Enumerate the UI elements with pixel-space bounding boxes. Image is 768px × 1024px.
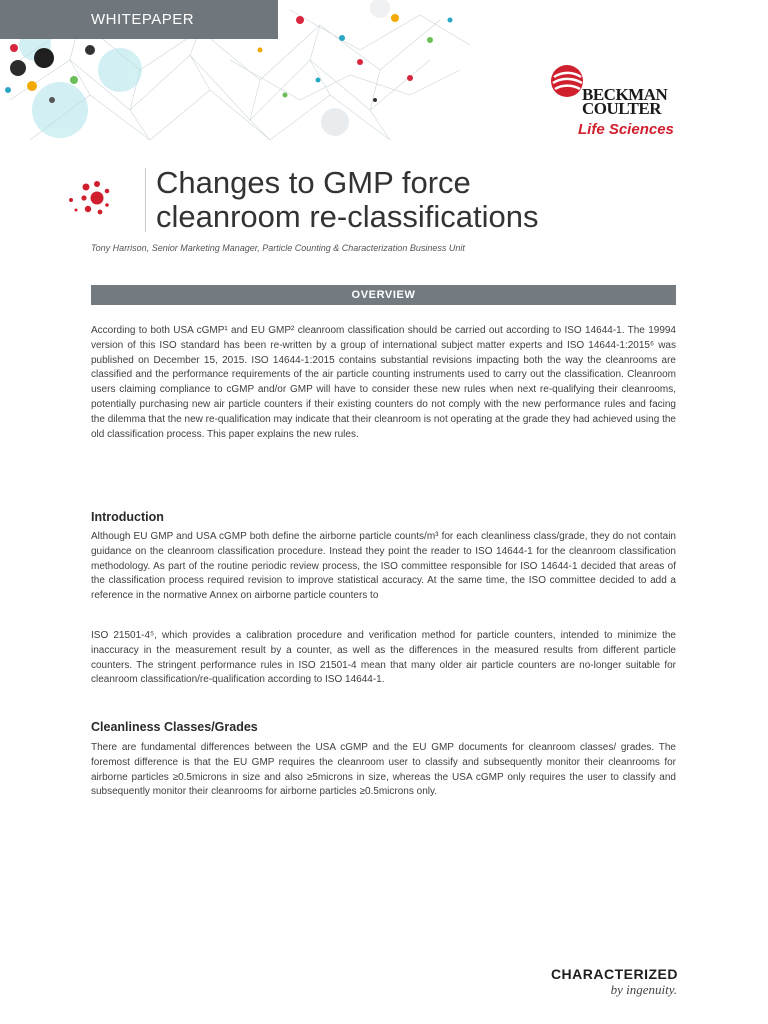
footer-slogan: CHARACTERIZED: [550, 966, 678, 982]
overview-section-bar: OVERVIEW: [91, 285, 676, 305]
brand-line-1: BECKMAN: [582, 85, 668, 104]
introduction-paragraph-2: ISO 21501-4⁵, which provides a calibration procedure and verification method for particle counters, intended to minimize the inaccuracy in the measurement result by a counter, as well as the differences in the measured results from different particle counters. The stringent performance rules in ISO 21501-4 mean that many older air particle counters are no-longer suitable for cleanroom classification/re-qualification according to ISO 14644-1.: [91, 630, 676, 686]
brand-line-2: COULTER: [582, 99, 662, 118]
introduction-paragraph-1: Although EU GMP and USA cGMP both define the airborne particle counts/m³ for each cleanliness class/grade, they do not contain guidance on the cleanroom classification procedure. Instead they point the reader to ISO 14644-1 for the cleanroom classification methodology. As part of the routine periodic review process, the ISO committee responsible for ISO 14644-1 decided that areas of the classification process required revision to improve statistical accuracy. At the same time, the ISO committee decided to add a reference in the normative Annex on airborne particle counters to: [91, 531, 676, 602]
cleanliness-heading: Cleanliness Classes/Grades: [91, 720, 258, 734]
cleanliness-paragraph: There are fundamental differences between the USA cGMP and the EU GMP documents for cleanroom classes/ grades. The foremost difference is that the EU GMP requires the cleanroom user to classify and subsequently monitor their cleanrooms for airborne particles ≥0.5microns in size and also ≥5microns in size, whereas the USA cGMP only requires the user to classify and subsequently monitor their cleanrooms for airborne particles ≥0.5microns only.: [91, 742, 676, 798]
author-byline: Tony Harrison, Senior Marketing Manager, Particle Counting & Characterization Business Unit: [91, 243, 465, 253]
beckman-coulter-logo: [548, 62, 683, 142]
brand-tagline: Life Sciences: [578, 121, 674, 138]
brand-swirl-icon: [550, 62, 584, 100]
title-divider: [145, 168, 146, 232]
title-line-2: cleanroom re-classifications: [156, 199, 539, 234]
title-line-1: Changes to GMP force: [156, 165, 471, 200]
footer-slogan-sub: by ingenuity.: [610, 982, 677, 997]
whitepaper-tag: WHITEPAPER: [0, 0, 278, 39]
introduction-heading: Introduction: [91, 510, 164, 524]
page-title: [156, 166, 716, 234]
particle-dots-icon: [66, 180, 110, 220]
overview-paragraph: According to both USA cGMP¹ and EU GMP² cleanroom classification should be carried out according to ISO 14644-1. The 19994 version of this ISO standard has been re-written by a group of international subject matter experts and ISO 14644-1:2015⁶ was published on December 15, 2015. ISO 14644-1:2015 contains substantial revisions impacting both the way the cleanrooms are classified and the performance requirements of the air particle counting instruments used to carry out the classification. Cleanroom users claiming compliance to cGMP and/or GMP will have to consider these new rules when next re-qualifying their cleanrooms, potentially purchasing new air particle counters if their existing counters do not comply with the new performance rules and facing the dilemma that the new re-qualification may indicate that their cleanroom is not operating at the grade they had achieved using the old classification process. This paper explains the new rules.: [91, 325, 676, 440]
